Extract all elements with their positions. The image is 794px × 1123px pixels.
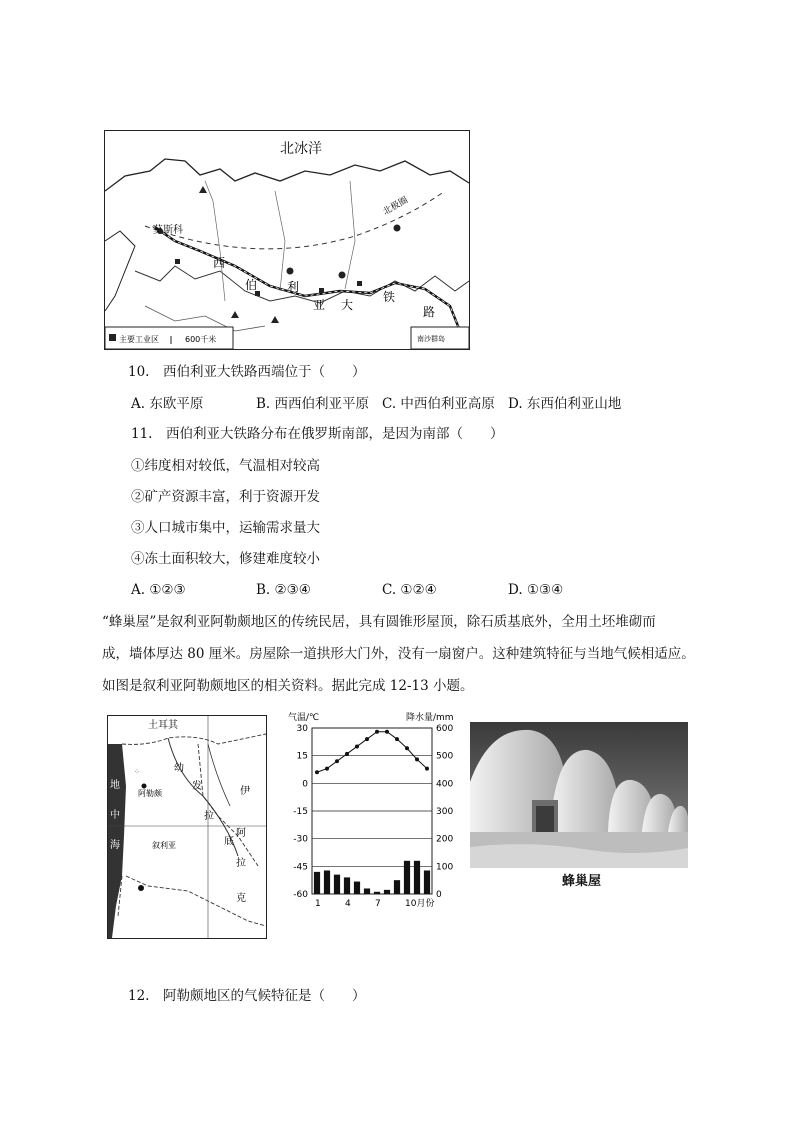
russia-map xyxy=(104,130,470,350)
q11-option-c[interactable]: C. ①②④ xyxy=(382,582,437,598)
q11-option-d[interactable]: D. ①③④ xyxy=(508,582,564,598)
right-axis-label: 降水量/mm xyxy=(406,713,454,723)
rail-char: 伯 xyxy=(245,278,258,292)
left-tick-label: 15 xyxy=(296,751,308,762)
temperature-point xyxy=(345,752,349,756)
river-char: 发 xyxy=(192,781,202,792)
iraq-char: 伊 xyxy=(240,786,250,797)
temperature-point xyxy=(315,770,319,774)
precip-bar xyxy=(364,888,370,894)
q11-item-1: ①纬度相对较低，气温相对较高 xyxy=(131,458,320,474)
rail-char: 利 xyxy=(287,280,300,294)
syria-map xyxy=(107,715,267,939)
temperature-line xyxy=(317,732,427,773)
river-char: 幼 xyxy=(174,763,184,774)
right-tick-label: 400 xyxy=(436,779,454,790)
x-tick-label: 7 xyxy=(375,899,381,909)
city-label: 莫斯科 xyxy=(153,225,183,236)
left-tick-label: -45 xyxy=(293,862,308,873)
right-tick-label: 300 xyxy=(436,807,454,817)
precip-bar xyxy=(344,877,350,894)
photo-caption: 蜂巢屋 xyxy=(562,874,602,889)
precip-bar xyxy=(314,872,320,894)
right-tick-label: 500 xyxy=(436,751,454,762)
rail-char: 铁 xyxy=(383,290,396,304)
x-tick-label: 10月份 xyxy=(405,899,435,909)
rail-char: 亚 xyxy=(313,298,326,312)
q10-option-b[interactable]: B. 西西伯利亚平原 xyxy=(256,396,370,412)
temperature-point xyxy=(365,737,369,741)
q10-option-a[interactable]: A. 东欧平原 xyxy=(131,396,204,412)
passage-line-1: “蜂巢屋”是叙利亚阿勒颇地区的传统民居，具有圆锥形屋顶，除石质基底外，全用土坯堆砌而 xyxy=(102,614,656,630)
q11-option-b[interactable]: B. ②③④ xyxy=(256,582,311,598)
beehive-house-drawing xyxy=(470,722,688,868)
precip-bar xyxy=(384,890,390,894)
iraq-char: 拉 xyxy=(236,858,246,869)
temperature-point xyxy=(425,767,429,771)
legend-label: 主要工业区 xyxy=(119,335,159,344)
q10-option-c[interactable]: C. 中西伯利亚高原 xyxy=(382,396,495,412)
passage-line-3: 如图是叙利亚阿勒颇地区的相关资料。据此完成 12-13 小题。 xyxy=(102,678,474,694)
precip-bar xyxy=(424,870,430,894)
q12-stem: 12. 阿勒颇地区的气候特征是（ ） xyxy=(128,988,366,1004)
temperature-point xyxy=(385,730,389,734)
temperature-point xyxy=(405,746,409,750)
scale-label: 600千米 xyxy=(185,335,217,344)
river-char: 底 xyxy=(224,836,234,847)
temperature-point xyxy=(375,730,379,734)
rail-char: 大 xyxy=(341,298,354,312)
beehive-house-photo xyxy=(470,722,688,868)
turkey-label: 土耳其 xyxy=(148,720,178,731)
q11-item-3: ③人口城市集中，运输需求量大 xyxy=(131,520,320,536)
right-tick-label: 0 xyxy=(436,890,442,900)
precip-bar xyxy=(324,870,330,894)
ocean-label: 北冰洋 xyxy=(280,141,322,157)
aleppo-label: 阿勒颇 xyxy=(138,789,162,798)
right-tick-label: 200 xyxy=(436,834,454,845)
q11-option-a[interactable]: A. ①②③ xyxy=(131,582,186,598)
left-tick-label: -60 xyxy=(293,890,308,900)
climate-chart xyxy=(282,708,468,914)
temperature-point xyxy=(335,759,339,763)
q11-stem: 11. 西伯利亚大铁路分布在俄罗斯南部，是因为南部（ ） xyxy=(131,426,504,442)
temperature-point xyxy=(395,737,399,741)
precip-bar xyxy=(334,875,340,894)
svg-text:⁘: ⁘ xyxy=(134,768,140,776)
right-tick-label: 600 xyxy=(436,724,454,734)
sea-char: 地 xyxy=(110,780,120,791)
passage-line-2: 成，墙体厚达 80 厘米。房屋除一道拱形大门外，没有一扇窗户。这种建筑特征与当地气候相适应。 xyxy=(102,646,695,662)
temperature-point xyxy=(325,767,329,771)
temperature-point xyxy=(355,744,359,748)
precip-bar xyxy=(394,880,400,894)
rail-char: 西 xyxy=(213,256,226,270)
q11-item-4: ④冻土面积较大，修建难度较小 xyxy=(131,551,320,567)
q11-item-2: ②矿产资源丰富，利于资源开发 xyxy=(131,489,320,505)
left-axis-label: 气温/℃ xyxy=(288,713,320,723)
left-tick-label: -15 xyxy=(293,807,308,817)
x-tick-label: 4 xyxy=(345,899,351,909)
russia-map-drawing xyxy=(105,131,469,349)
sea-char: 中 xyxy=(110,810,120,821)
x-tick-label: 1 xyxy=(315,899,321,909)
precip-bar xyxy=(414,861,420,894)
right-tick-label: 100 xyxy=(436,862,454,873)
left-tick-label: -30 xyxy=(293,834,308,845)
iraq-char: 克 xyxy=(236,893,246,904)
syria-label: 叙利亚 xyxy=(152,841,176,850)
precip-bar xyxy=(374,892,380,894)
temperature-point xyxy=(415,757,419,761)
precip-bar xyxy=(404,861,410,894)
syria-map-drawing xyxy=(108,716,266,938)
precip-bar xyxy=(354,882,360,894)
left-tick-label: 30 xyxy=(296,724,308,734)
rail-char: 路 xyxy=(423,305,436,319)
arctic-circle-label: 北极圈 xyxy=(381,195,410,218)
sea-char: 海 xyxy=(110,840,120,851)
river-char: 拉 xyxy=(204,811,214,822)
euphrates-char: 阿 xyxy=(236,828,246,839)
left-tick-label: 0 xyxy=(302,779,308,790)
climate-chart-svg xyxy=(282,708,468,914)
q10-stem: 10. 西伯利亚大铁路西端位于（ ） xyxy=(128,364,366,380)
q10-option-d[interactable]: D. 东西伯利亚山地 xyxy=(508,396,622,412)
inset-caption: 南沙群岛 xyxy=(417,335,445,343)
